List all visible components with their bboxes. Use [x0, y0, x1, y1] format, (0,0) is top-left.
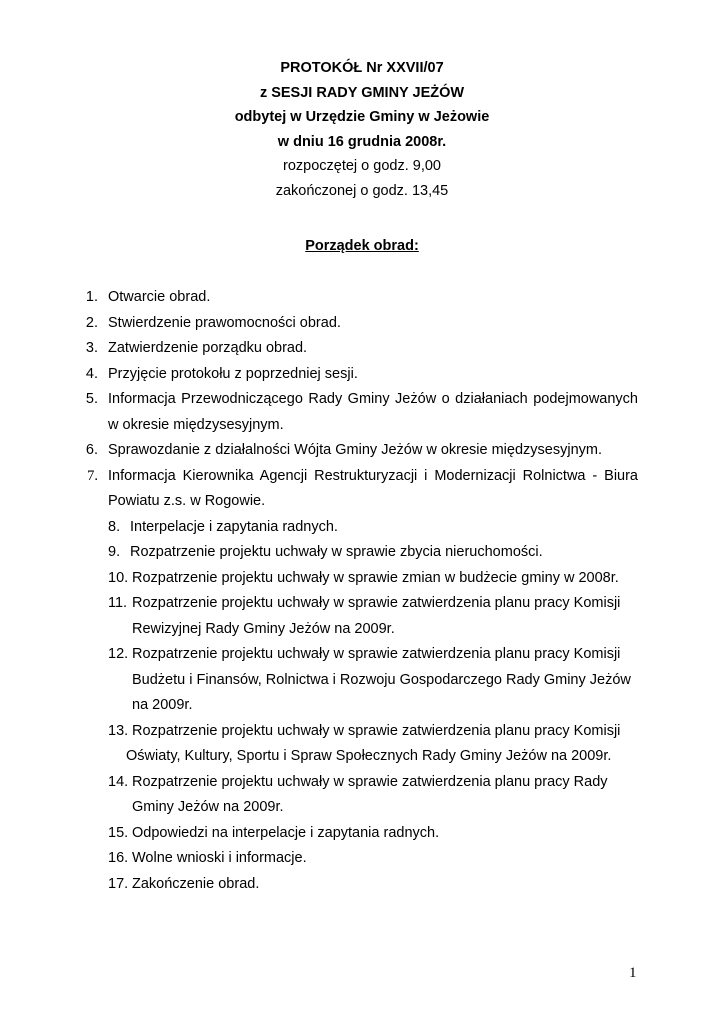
- session-place: odbytej w Urzędzie Gminy w Jeżowie: [234, 109, 490, 125]
- item-text-continuation: na 2009r.: [132, 697, 193, 713]
- protocol-header: [0, 56, 724, 203]
- item-text-continuation: Budżetu i Finansów, Rolnictwa i Rozwoju Gospodarczego Rady Gminy Jeżów: [132, 671, 631, 688]
- protocol-title: PROTOKÓŁ Nr XXVII/07: [280, 60, 444, 76]
- item-text-continuation: w okresie międzysesyjnym.: [108, 416, 284, 433]
- item-text: Przyjęcie protokołu z poprzedniej sesji.: [108, 365, 358, 382]
- session-date: w dniu 16 grudnia 2008r.: [277, 133, 447, 150]
- item-text: Rozpatrzenie projektu uchwały w sprawie zatwierdzenia planu pracy Rady: [132, 773, 608, 790]
- session-start-time: rozpoczętej o godz. 9,00: [283, 158, 441, 174]
- item-number: 3.: [85, 340, 98, 356]
- list-item: [0, 821, 724, 847]
- item-text-continuation: Powiatu z.s. w Rogowie.: [108, 493, 266, 509]
- list-item: [0, 311, 724, 337]
- item-text-continuation: Oświaty, Kultury, Sportu i Spraw Społecznych Rady Gminy Jeżów na 2009r.: [126, 748, 612, 764]
- list-item: [0, 719, 724, 745]
- item-text: Interpelacje i zapytania radnych.: [130, 518, 338, 535]
- item-number: 8.: [108, 518, 121, 535]
- item-text: Stwierdzenie prawomocności obrad.: [108, 314, 341, 331]
- session-subtitle: z SESJI RADY GMINY JEŻÓW: [259, 84, 465, 101]
- item-number: 16.: [108, 850, 129, 866]
- list-item: [0, 362, 724, 388]
- item-number: 7.: [87, 467, 98, 484]
- item-number: 12.: [108, 646, 129, 662]
- item-text: Rozpatrzenie projektu uchwały w sprawie zatwierdzenia planu pracy Komisji: [132, 595, 621, 611]
- list-item: [0, 336, 724, 362]
- list-item: [0, 387, 724, 413]
- item-text: Odpowiedzi na interpelacje i zapytania radnych.: [132, 824, 440, 841]
- list-item: [0, 872, 724, 898]
- item-text: Informacja Kierownika Agencji Restrukturyzacji i Modernizacji Rolnictwa - Biura: [108, 467, 638, 484]
- item-number: 5.: [85, 391, 98, 407]
- item-text: Zatwierdzenie porządku obrad.: [108, 340, 308, 356]
- session-end-time: zakończonej o godz. 13,45: [275, 182, 449, 199]
- item-text: Rozpatrzenie projektu uchwały w sprawie zatwierdzenia planu pracy Komisji: [132, 646, 621, 662]
- item-number: 2.: [85, 314, 98, 331]
- item-text: Informacja Przewodniczącego Rady Gminy Jeżów o działaniach podejmowanych: [108, 391, 638, 407]
- list-item: [0, 846, 724, 872]
- item-number: 13.: [108, 722, 129, 739]
- item-number: 14.: [108, 773, 129, 790]
- item-text-continuation: Rewizyjnej Rady Gminy Jeżów na 2009r.: [132, 620, 395, 637]
- item-text: Sprawozdanie z działalności Wójta Gminy Jeżów w okresie międzysesyjnym.: [108, 442, 602, 458]
- item-text: Wolne wnioski i informacje.: [132, 850, 307, 866]
- item-text: Otwarcie obrad.: [108, 289, 211, 305]
- list-item: [0, 540, 724, 566]
- item-number: 11.: [108, 595, 128, 611]
- item-text: Rozpatrzenie projektu uchwały w sprawie zatwierdzenia planu pracy Komisji: [132, 722, 621, 739]
- item-text-continuation: Gminy Jeżów na 2009r.: [132, 799, 284, 815]
- item-number: 4.: [85, 365, 98, 382]
- list-item: [0, 770, 724, 796]
- item-number: 1.: [85, 289, 98, 305]
- list-item: [0, 591, 724, 617]
- list-item: [0, 285, 724, 311]
- item-text: Zakończenie obrad.: [132, 875, 260, 892]
- item-number: 9.: [108, 544, 121, 560]
- list-item: [0, 515, 724, 541]
- agenda-title: Porządek obrad:: [305, 238, 419, 254]
- item-text: Rozpatrzenie projektu uchwały w sprawie zbycia nieruchomości.: [130, 544, 543, 560]
- list-item: [0, 438, 724, 464]
- item-number: 17.: [108, 875, 129, 892]
- list-item: [0, 464, 724, 490]
- item-text: Rozpatrzenie projektu uchwały w sprawie zmian w budżecie gminy w 2008r.: [132, 569, 619, 586]
- list-item: [0, 566, 724, 592]
- item-number: 10.: [108, 569, 129, 586]
- item-number: 6.: [85, 442, 98, 458]
- list-item: [0, 642, 724, 668]
- page-number: 1: [629, 965, 637, 981]
- item-number: 15.: [108, 824, 129, 841]
